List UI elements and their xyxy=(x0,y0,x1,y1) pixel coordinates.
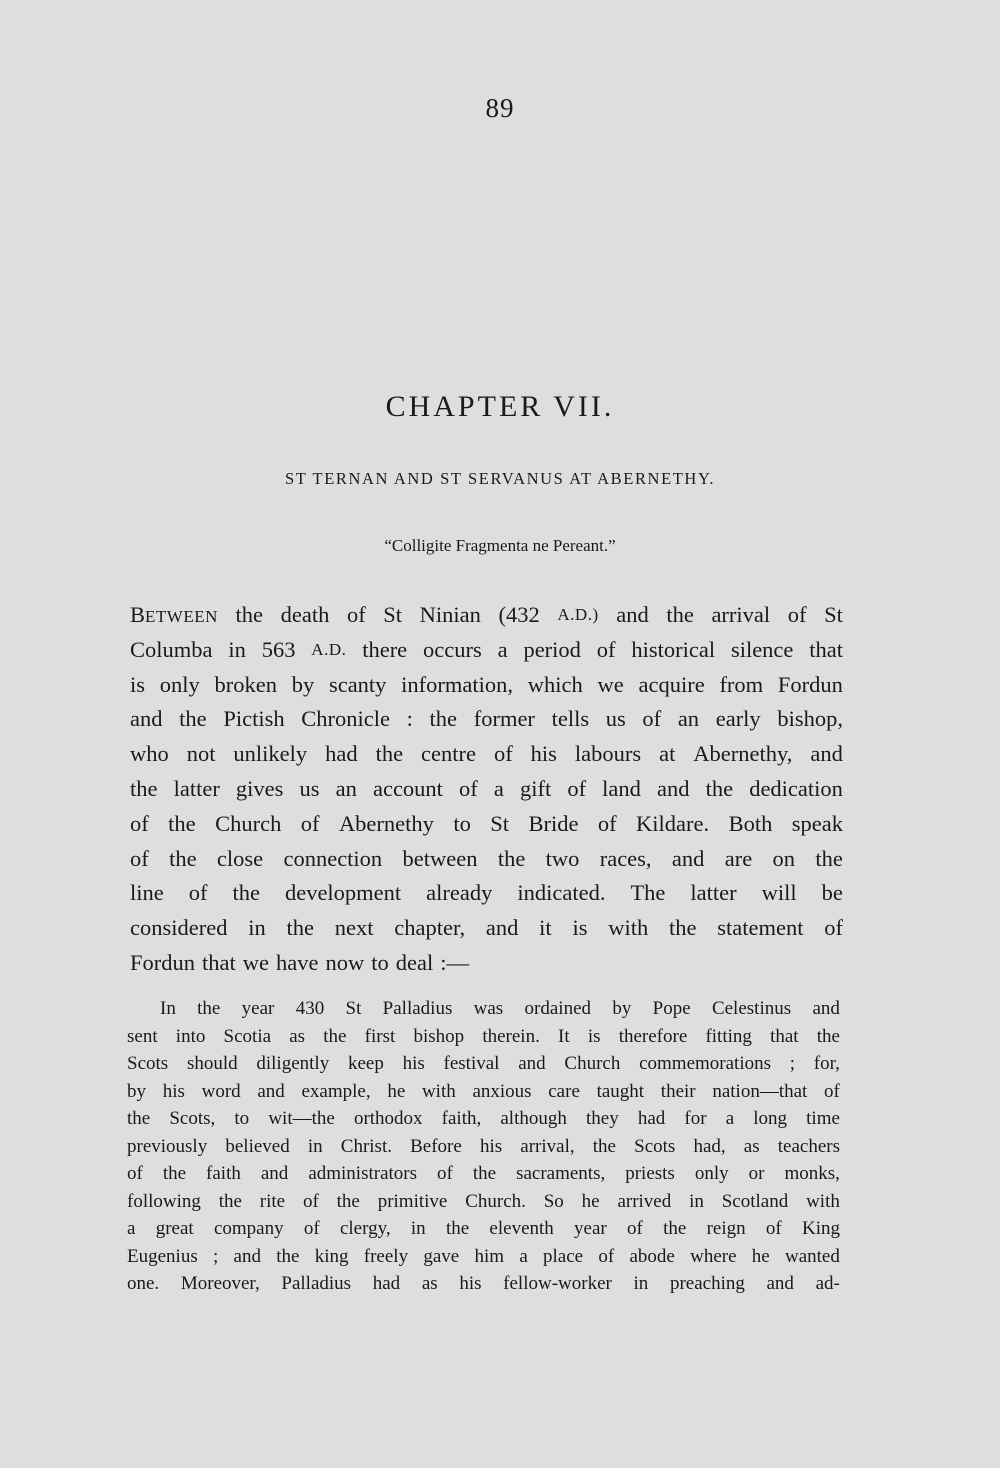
chapter-subtitle: ST TERNAN AND ST SERVANUS AT ABERNETHY. xyxy=(284,469,716,488)
page-number: 89 xyxy=(485,93,515,123)
body-paragraph xyxy=(130,598,843,981)
quote-text-line: the Scots, to wit—the orthodox faith, although they had for a long time xyxy=(127,1108,840,1129)
body-text-line: the latter gives us an account of a gift of land and the dedication xyxy=(130,775,843,801)
body-text-line: who not unlikely had the centre of his labours at Abernethy, and xyxy=(130,741,843,767)
body-text-line: of the Church of Abernethy to St Bride of Kildare. Both speak xyxy=(130,810,843,836)
quote-text-line: one. Moreover, Palladius had as his fellow-worker in preaching and ad- xyxy=(127,1273,840,1294)
body-text-line: Fordun that we have now to deal :— xyxy=(130,949,470,975)
quote-text-line: following the rite of the primitive Church. So he arrived in Scotland with xyxy=(127,1190,840,1212)
quote-text-line: by his word and example, he with anxious care taught their nation—that of xyxy=(127,1080,840,1102)
body-text-line: considered in the next chapter, and it is with the statement of xyxy=(130,915,843,941)
body-text-line: and the Pictish Chronicle : the former tells us of an early bishop, xyxy=(130,706,843,732)
quote-text-line: of the faith and administrators of the sacraments, priests only or monks, xyxy=(127,1163,840,1184)
quote-text-line: a great company of clergy, in the eleventh year of the reign of King xyxy=(127,1218,840,1239)
body-text-line: of the close connection between the two races, and are on the xyxy=(130,845,843,871)
body-text-line: Columba in 563 A.D. there occurs a period of historical silence that xyxy=(130,636,843,662)
quote-text-line: In the year 430 St Palladius was ordained by Pope Celestinus and xyxy=(160,998,840,1019)
quoted-passage xyxy=(127,995,840,1298)
quote-text-line: sent into Scotia as the first bishop therein. It is therefore fitting that the xyxy=(127,1025,840,1047)
epigraph: “Colligite Fragmenta ne Pereant.” xyxy=(384,536,616,555)
body-text-line: is only broken by scanty information, which we acquire from Fordun xyxy=(130,671,843,697)
quote-text-line: Eugenius ; and the king freely gave him a place of abode where he wanted xyxy=(127,1245,840,1267)
quote-text-line: previously believed in Christ. Before his arrival, the Scots had, as teachers xyxy=(127,1135,840,1157)
quote-text-line: Scots should diligently keep his festival and Church commemorations ; for, xyxy=(127,1053,840,1074)
body-text-line: BETWEEN the death of St Ninian (432 A.D.) and the arrival of St xyxy=(130,602,843,627)
body-text-line: line of the development already indicated. The latter will be xyxy=(130,880,843,906)
chapter-title: CHAPTER VII. xyxy=(385,390,615,423)
